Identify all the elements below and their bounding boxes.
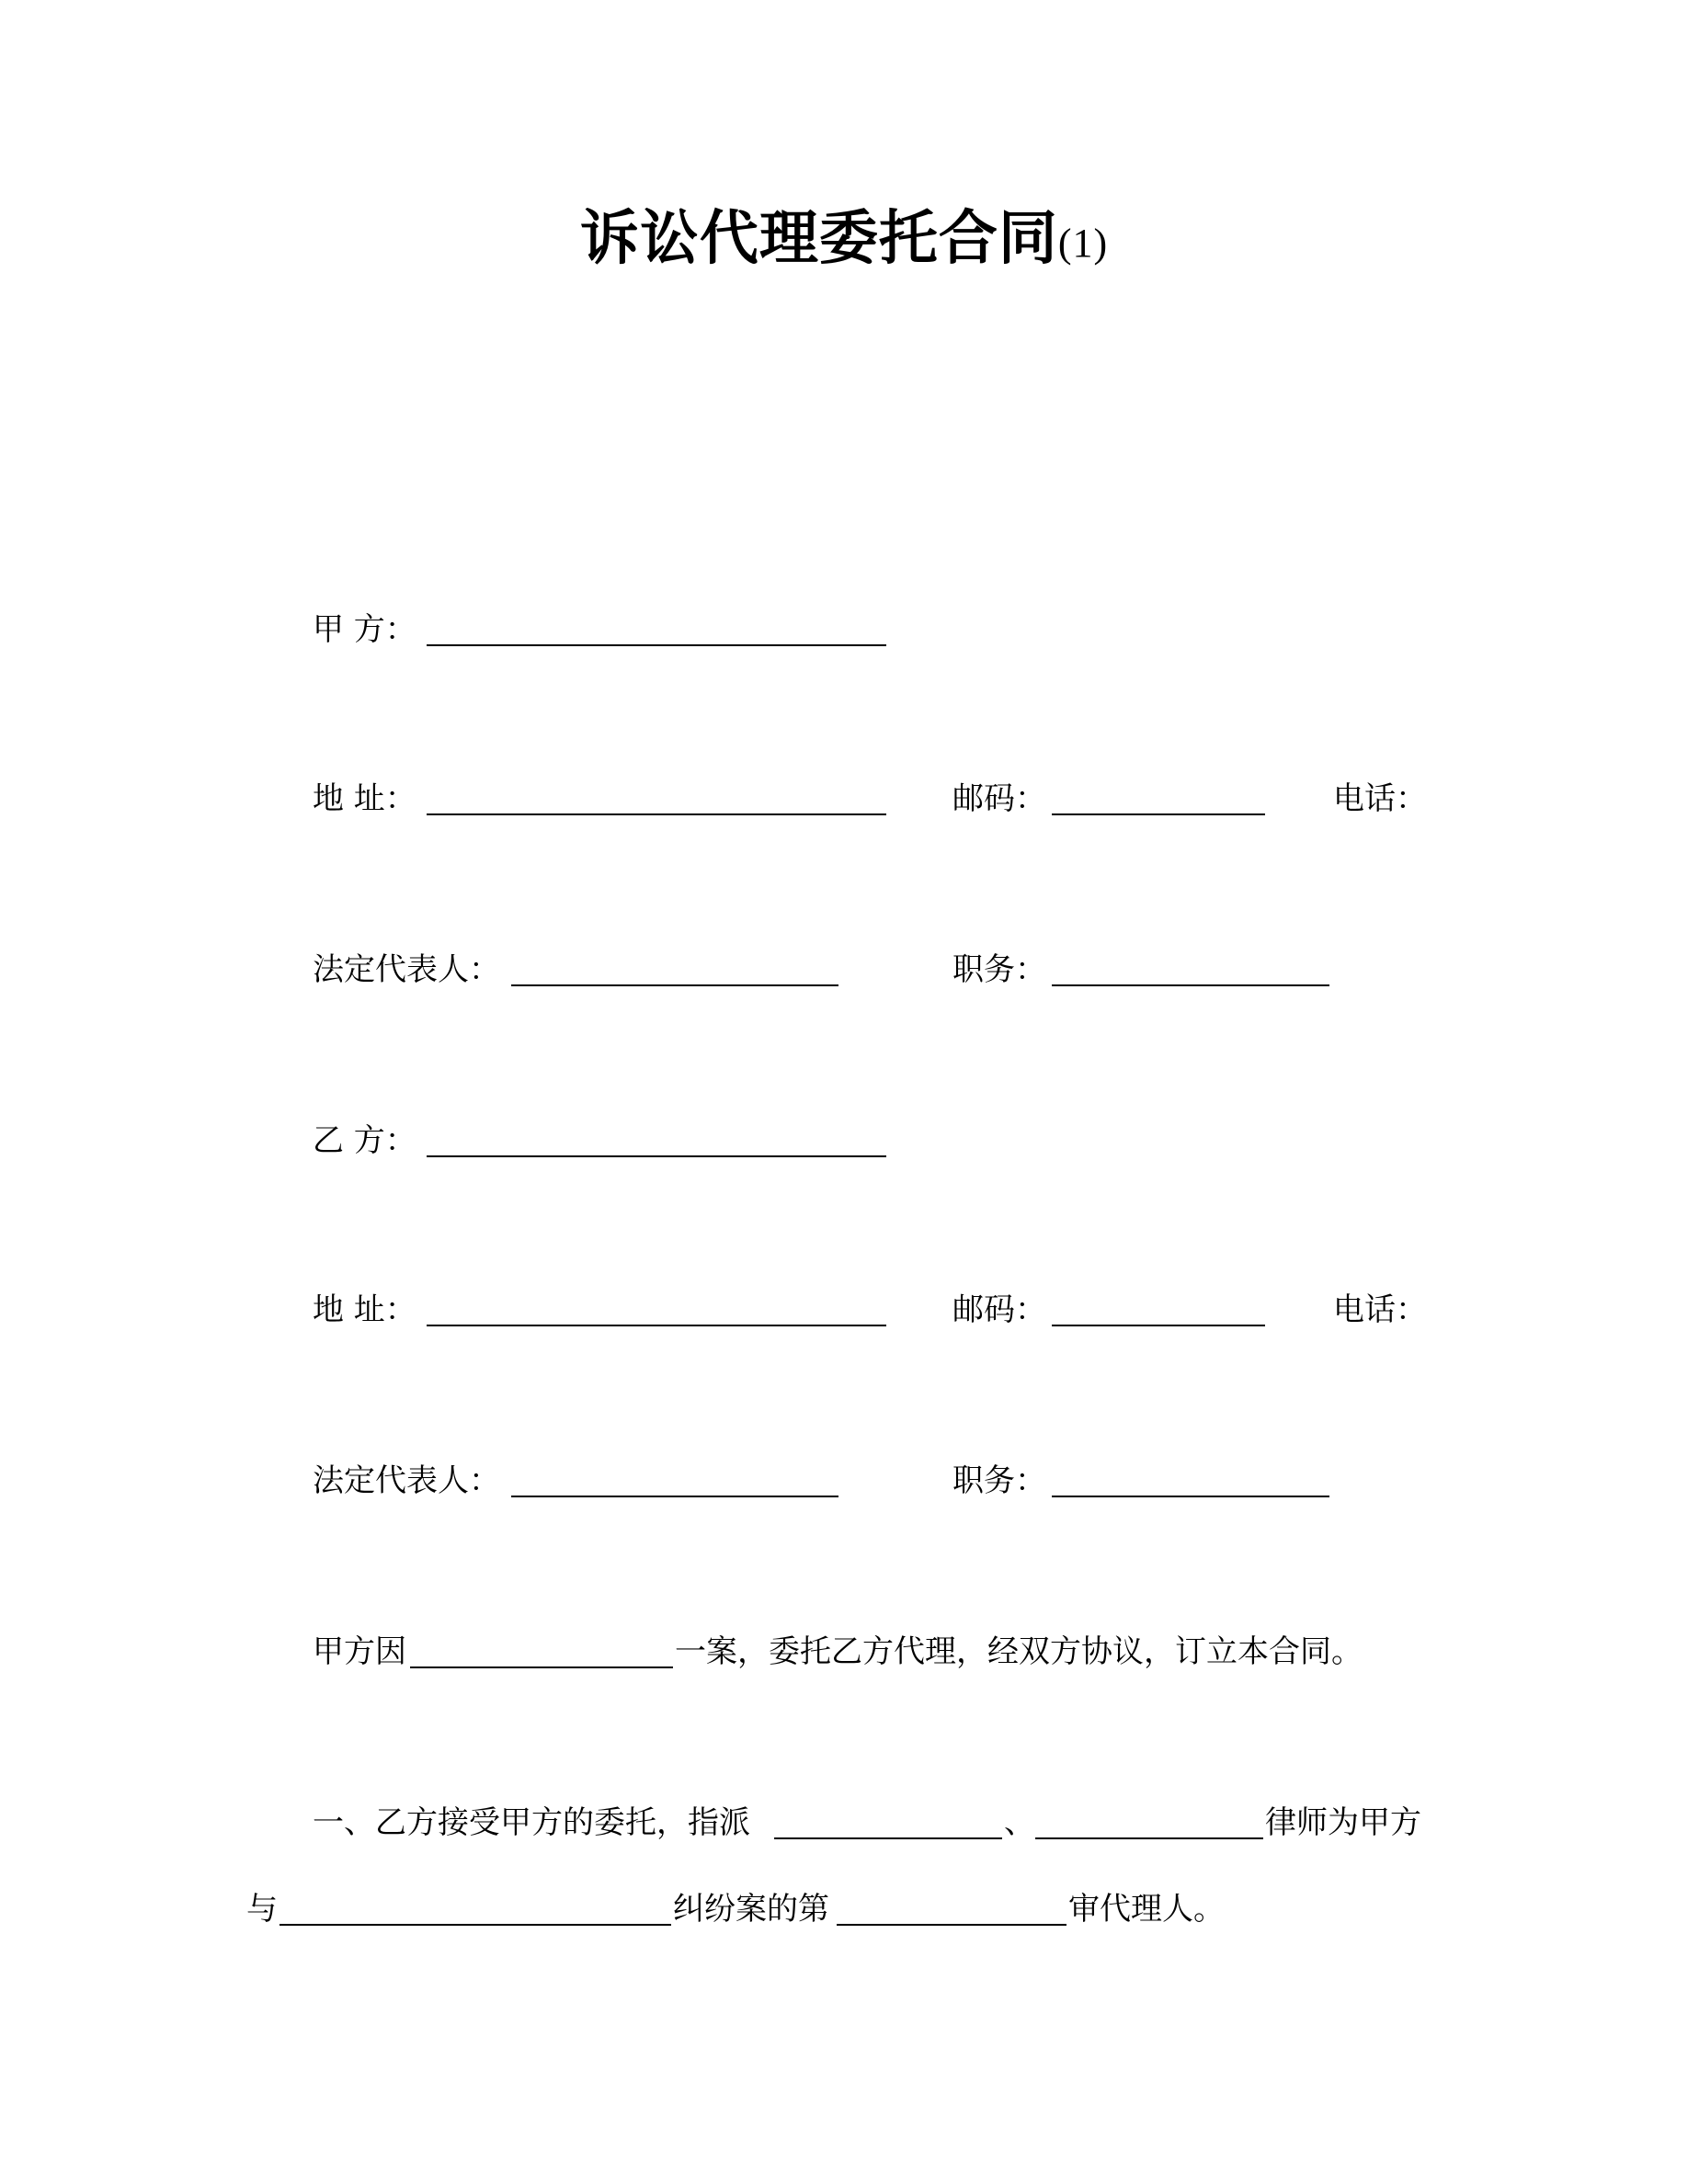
party-a-legal-rep-field[interactable] [511, 984, 838, 986]
opposing-party-field[interactable] [279, 1924, 671, 1926]
party-a-position-label: 职务： [952, 951, 1046, 988]
party-a-postcode-field[interactable] [1052, 813, 1265, 815]
trial-instance-field[interactable] [837, 1924, 1066, 1926]
party-b-position-field[interactable] [1052, 1496, 1329, 1497]
party-b-address-field[interactable] [427, 1325, 886, 1326]
party-a-position-field[interactable] [1052, 984, 1329, 986]
party-a-name-label: 甲 方： [313, 611, 416, 648]
intro-suffix: 一案，委托乙方代理，经双方协议，订立本合同。 [675, 1633, 1363, 1670]
page-title [0, 198, 1688, 285]
party-b-postcode-field[interactable] [1052, 1325, 1265, 1326]
party-a-name-field[interactable] [427, 644, 886, 646]
party-b-name-label: 乙 方： [313, 1122, 416, 1159]
party-b-phone-label: 电话： [1333, 1291, 1427, 1328]
party-a-phone-label: 电话： [1333, 780, 1427, 817]
clause1-line2-prefix: 与 [246, 1891, 278, 1928]
case-name-field[interactable] [410, 1666, 673, 1668]
party-a-legal-rep-label: 法定代表人： [313, 951, 500, 988]
party-b-postcode-label: 邮码： [952, 1291, 1046, 1328]
intro-prefix: 甲方因 [313, 1633, 406, 1670]
lawyer1-field[interactable] [774, 1837, 1002, 1839]
party-b-name-field[interactable] [427, 1155, 886, 1157]
lawyer2-field[interactable] [1035, 1837, 1263, 1839]
clause1-line2-middle: 纠纷案的第 [673, 1891, 829, 1928]
party-b-legal-rep-field[interactable] [511, 1496, 838, 1497]
party-b-address-label: 地 址： [313, 1291, 416, 1328]
party-b-legal-rep-label: 法定代表人： [313, 1462, 500, 1499]
party-a-address-field[interactable] [427, 813, 886, 815]
title-text: 诉讼代理委托合同 [579, 205, 1058, 273]
clause1-separator: 、 [1004, 1804, 1035, 1841]
title-suffix: (1) [1057, 221, 1109, 266]
party-b-position-label: 职务： [952, 1462, 1046, 1499]
clause1-prefix: 一、乙方接受甲方的委托，指派 [313, 1804, 750, 1841]
party-a-postcode-label: 邮码： [952, 780, 1046, 817]
clause1-line2-suffix: 审代理人。 [1068, 1891, 1225, 1928]
party-a-address-label: 地 址： [313, 780, 416, 817]
clause1-suffix: 律师为甲方 [1265, 1804, 1421, 1841]
